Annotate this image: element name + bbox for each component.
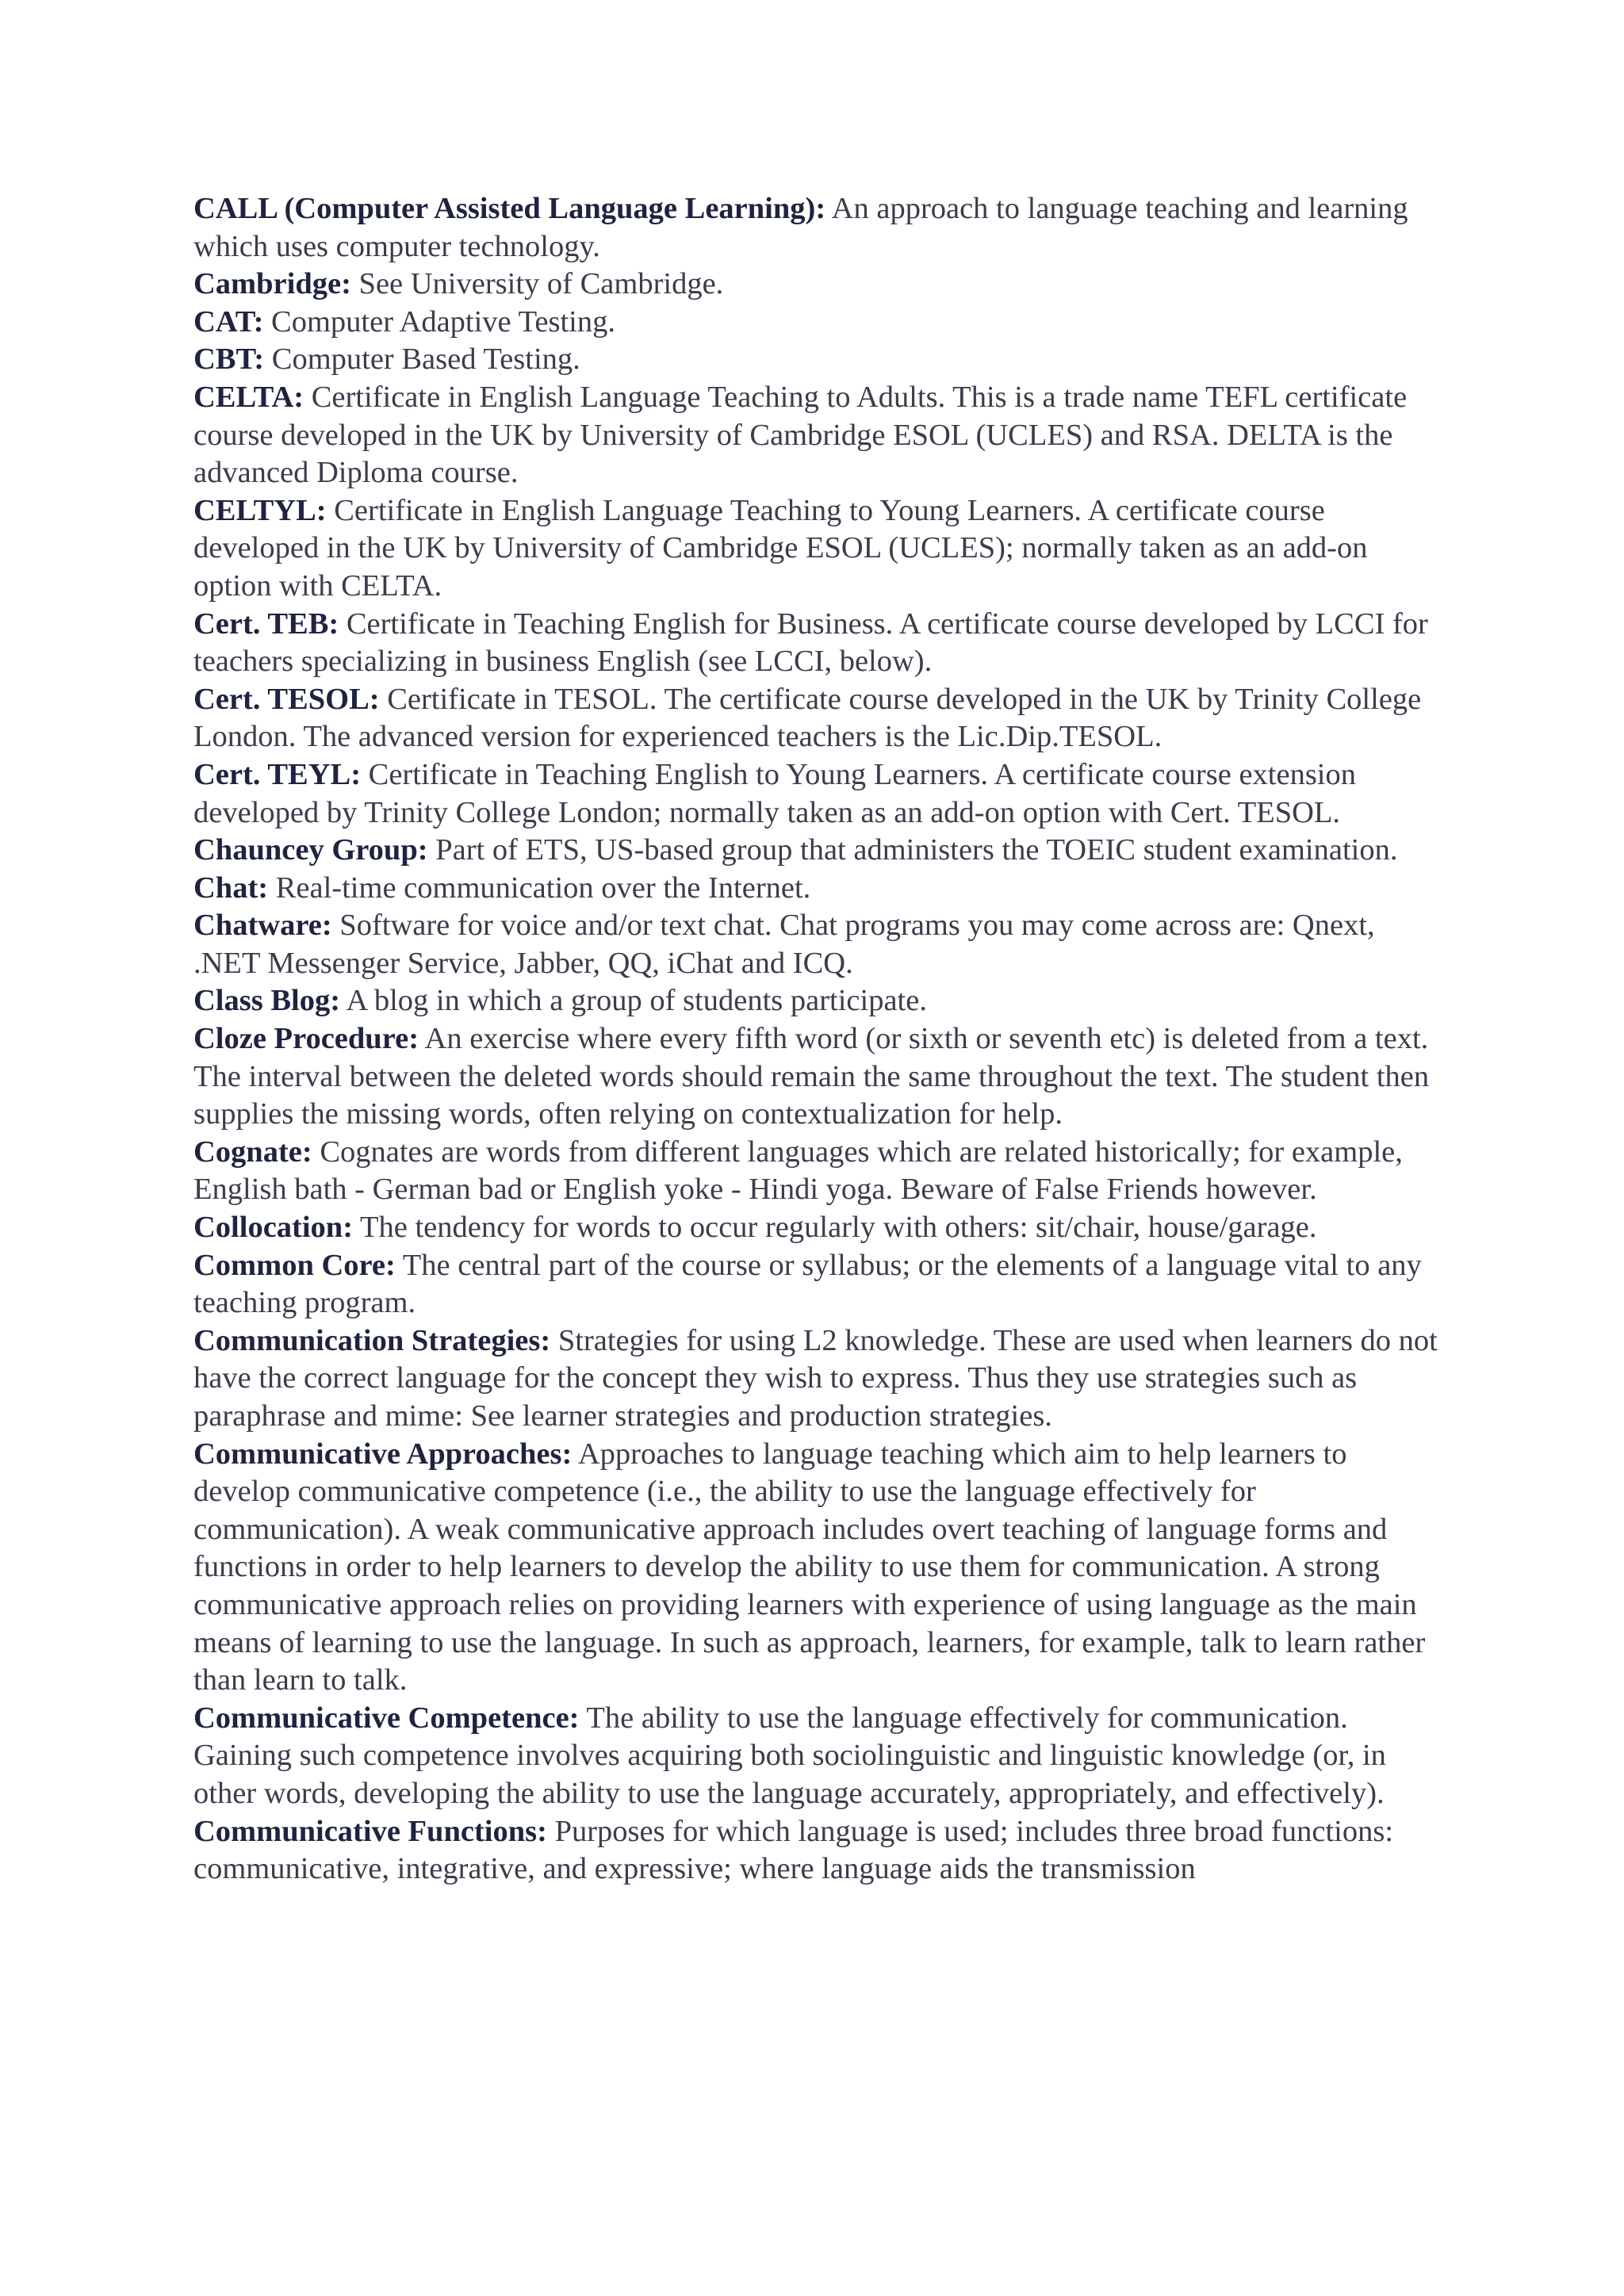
- entry-definition: An approach to language teaching and learning which uses computer technology.: [193, 192, 1408, 263]
- entry-term: Communicative Approaches:: [193, 1437, 573, 1471]
- entry-term: CBT:: [193, 342, 265, 377]
- glossary-entry-chauncey-group: [193, 832, 1438, 870]
- entry-definition: Certificate in English Language Teaching to Adults. This is a trade name TEFL certificate course developed in the UK by University of Cambridge ESOL (UCLES) and RSA. DELTA is the advanced Diploma course.: [193, 380, 1408, 490]
- glossary-entry-communication-strategies: [193, 1322, 1438, 1436]
- glossary-entry-call: [193, 190, 1438, 266]
- entry-definition: Certificate in TESOL. The certificate course developed in the UK by Trinity College London. The advanced version for experienced teachers is the Lic.Dip.TESOL.: [193, 682, 1422, 754]
- entry-definition: An exercise where every fifth word (or sixth or seventh etc) is deleted from a text. The interval between the deleted words should remain the same throughout the text. The student then supplies the missing words, often relying on contextualization for help.: [193, 1022, 1430, 1131]
- glossary-entry-common-core: [193, 1247, 1438, 1322]
- entry-term: Communicative Competence:: [193, 1701, 580, 1735]
- glossary-entry-cloze-procedure: [193, 1020, 1438, 1134]
- entry-term: Chat:: [193, 871, 269, 905]
- entry-term: Chauncey Group:: [193, 833, 428, 867]
- glossary-entry-chat: [193, 870, 1438, 908]
- entry-term: Chatware:: [193, 909, 332, 943]
- entry-term: CALL (Computer Assisted Language Learning):: [193, 192, 826, 225]
- entry-definition: Purposes for which language is used; includes three broad functions: communicative, integrative, and expressive; where language aids the transmission: [193, 1814, 1394, 1886]
- entry-definition: The ability to use the language effectively for communication. Gaining such competence involves acquiring both sociolinguistic and linguistic knowledge (or, in other words, developing the ability to use the language accurately, appropriately, and effectively).: [193, 1701, 1386, 1810]
- entry-definition: Approaches to language teaching which aim to help learners to develop communicative competence (i.e., the ability to use the language effectively for communication). A weak communicative approach includes overt teaching of language forms and functions in order to help learners to develop the ability to use them for communication. A strong communicative approach relies on providing learners with experience of using language as the main means of learning to use the language. In such as approach, learners, for example, talk to learn rather than learn to talk.: [193, 1437, 1426, 1697]
- glossary-page: [193, 190, 1438, 1888]
- glossary-entry-cognate: [193, 1134, 1438, 1209]
- entry-definition: A blog in which a group of students participate.: [340, 984, 927, 1018]
- entry-definition: Computer Adaptive Testing.: [263, 304, 615, 339]
- entry-term: CELTA:: [193, 380, 304, 414]
- entry-definition: The central part of the course or syllabus; or the elements of a language vital to any teaching program.: [193, 1248, 1422, 1320]
- glossary-entry-chatware: [193, 907, 1438, 982]
- entry-definition: Certificate in Teaching English for Business. A certificate course developed by LCCI for teachers specializing in business English (see LCCI, below).: [193, 607, 1428, 679]
- entry-definition: See University of Cambridge.: [350, 267, 724, 301]
- entry-term: Communicative Functions:: [193, 1814, 547, 1848]
- glossary-entry-cert-teyl: [193, 756, 1438, 832]
- entry-definition: Strategies for using L2 knowledge. These are used when learners do not have the correct language for the concept they wish to express. Thus they use strategies such as paraphrase and mime: See learner strategies and production strategies.: [193, 1323, 1438, 1433]
- glossary-entry-communicative-approaches: [193, 1436, 1438, 1700]
- entry-term: Cert. TEB:: [193, 607, 339, 641]
- glossary-entry-cert-tesol: [193, 681, 1438, 756]
- glossary-entry-communicative-competence: [193, 1700, 1438, 1813]
- glossary-entry-cat: [193, 304, 1438, 342]
- entry-term: Cert. TESOL:: [193, 682, 380, 716]
- entry-term: Cambridge:: [193, 267, 351, 301]
- entry-term: CAT:: [193, 304, 264, 339]
- glossary-entry-cert-teb: [193, 606, 1438, 681]
- entry-definition: Real-time communication over the Internet.: [268, 871, 811, 905]
- entry-definition: Certificate in English Language Teaching to Young Learners. A certificate course developed in the UK by University of Cambridge ESOL (UCLES); normally taken as an add-on option with CELTA.: [193, 493, 1368, 603]
- entry-term: Cert. TEYL:: [193, 757, 362, 791]
- glossary-entry-cambridge: [193, 266, 1438, 304]
- entry-term: Cognate:: [193, 1135, 312, 1169]
- glossary-entry-celtyl: [193, 492, 1438, 606]
- entry-term: CELTYL:: [193, 493, 327, 527]
- glossary-entry-class-blog: [193, 982, 1438, 1020]
- entry-definition: Software for voice and/or text chat. Chat programs you may come across are: Qnext, .NET Messenger Service, Jabber, QQ, iChat and ICQ.: [193, 909, 1375, 980]
- entry-definition: Computer Based Testing.: [264, 342, 580, 377]
- entry-term: Common Core:: [193, 1248, 396, 1282]
- entry-term: Cloze Procedure:: [193, 1022, 419, 1056]
- entry-term: Communication Strategies:: [193, 1323, 551, 1357]
- glossary-entry-cbt: [193, 341, 1438, 379]
- entry-term: Collocation:: [193, 1211, 354, 1245]
- glossary-entry-communicative-functions: [193, 1813, 1438, 1888]
- entry-definition: Cognates are words from different languages which are related historically; for example, English bath - German bad or English yoke - Hindi yoga. Beware of False Friends however.: [193, 1135, 1403, 1207]
- entry-definition: The tendency for words to occur regularly with others: sit/chair, house/garage.: [353, 1211, 1317, 1245]
- entry-term: Class Blog:: [193, 984, 341, 1018]
- entry-definition: Certificate in Teaching English to Young Learners. A certificate course extension developed by Trinity College London; normally taken as an add-on option with Cert. TESOL.: [193, 757, 1357, 829]
- entry-definition: Part of ETS, US-based group that administers the TOEIC student examination.: [427, 833, 1398, 867]
- glossary-entry-celta: [193, 379, 1438, 492]
- glossary-entry-collocation: [193, 1209, 1438, 1247]
